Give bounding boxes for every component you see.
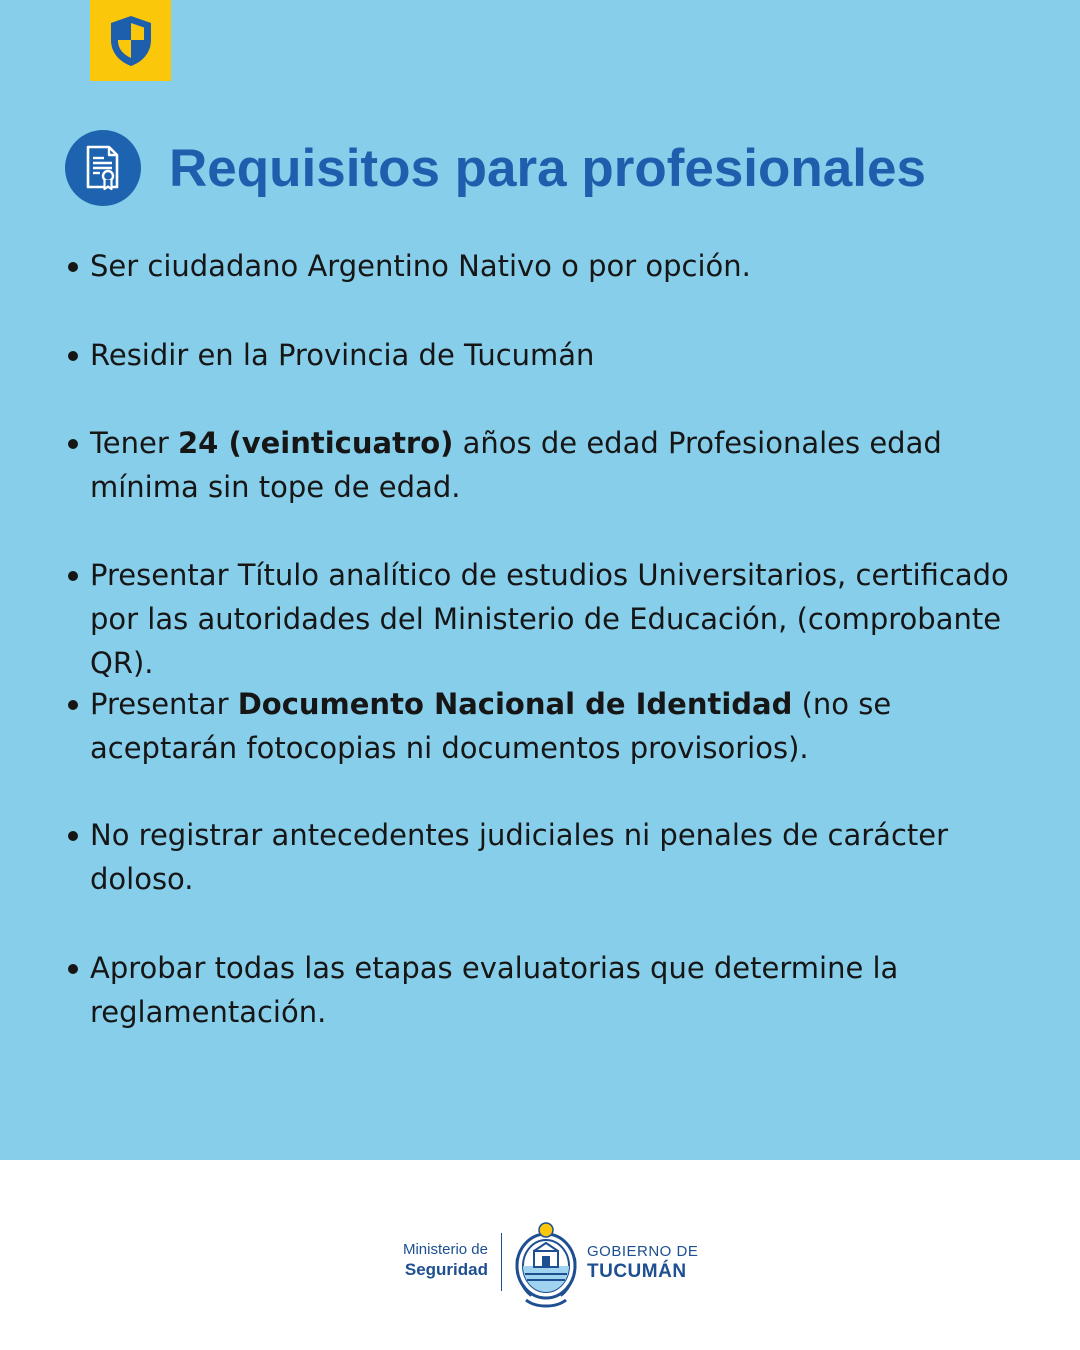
requirement-text-before: Tener (90, 426, 178, 460)
list-item (90, 244, 1050, 288)
bullet (68, 351, 78, 361)
requirement-text-bold: Documento Nacional de Identidad (237, 687, 793, 721)
shield-icon (107, 14, 155, 68)
requirement-text: Presentar Título analítico de estudios Universitarios, certificado por las autoridades del Ministerio de Educación, (comprobante QR). (90, 558, 1009, 680)
list-item (90, 946, 950, 1034)
title-row (65, 128, 926, 208)
bullet (68, 439, 78, 449)
government-logo-text (587, 1242, 698, 1282)
requirement-text: Aprobar todas las etapas evaluatorias que determine la reglamentación. (90, 951, 899, 1029)
shield-badge (90, 0, 171, 81)
requirement-text: Residir en la Provincia de Tucumán (90, 338, 595, 372)
ministry-line2: Seguridad (404, 1260, 488, 1279)
list-item (90, 421, 1050, 509)
gov-line1: GOBIERNO DE (587, 1243, 699, 1260)
list-item (90, 333, 1050, 377)
requirement-text-after: (no se aceptarán fotocopias ni documentos provisorios). (90, 687, 892, 765)
ministry-logo-text (403, 1240, 488, 1280)
requirement-text-before: Presentar (90, 687, 238, 721)
provincial-crest-icon (511, 1218, 581, 1310)
gov-line2: TUCUMÁN (587, 1261, 687, 1282)
bullet (68, 571, 78, 581)
logo-divider (501, 1233, 502, 1291)
page-title: Requisitos para profesionales (169, 138, 926, 198)
document-badge (65, 130, 141, 206)
requirement-text: Ser ciudadano Argentino Nativo o por opción. (90, 249, 751, 283)
requirement-text-bold: 24 (veinticuatro) (178, 426, 454, 460)
requirement-text-after: años de edad Profesionales edad mínima sin tope de edad. (90, 426, 942, 504)
ministry-line1: Ministerio de (402, 1241, 488, 1258)
bullet (68, 700, 78, 710)
list-item (90, 553, 1035, 685)
requirement-text: No registrar antecedentes judiciales ni penales de carácter doloso. (90, 818, 949, 896)
certificate-document-icon (83, 145, 123, 191)
bullet (68, 831, 78, 841)
list-item (90, 682, 1035, 770)
bullet (68, 964, 78, 974)
bullet (68, 262, 78, 272)
list-item (90, 813, 990, 901)
